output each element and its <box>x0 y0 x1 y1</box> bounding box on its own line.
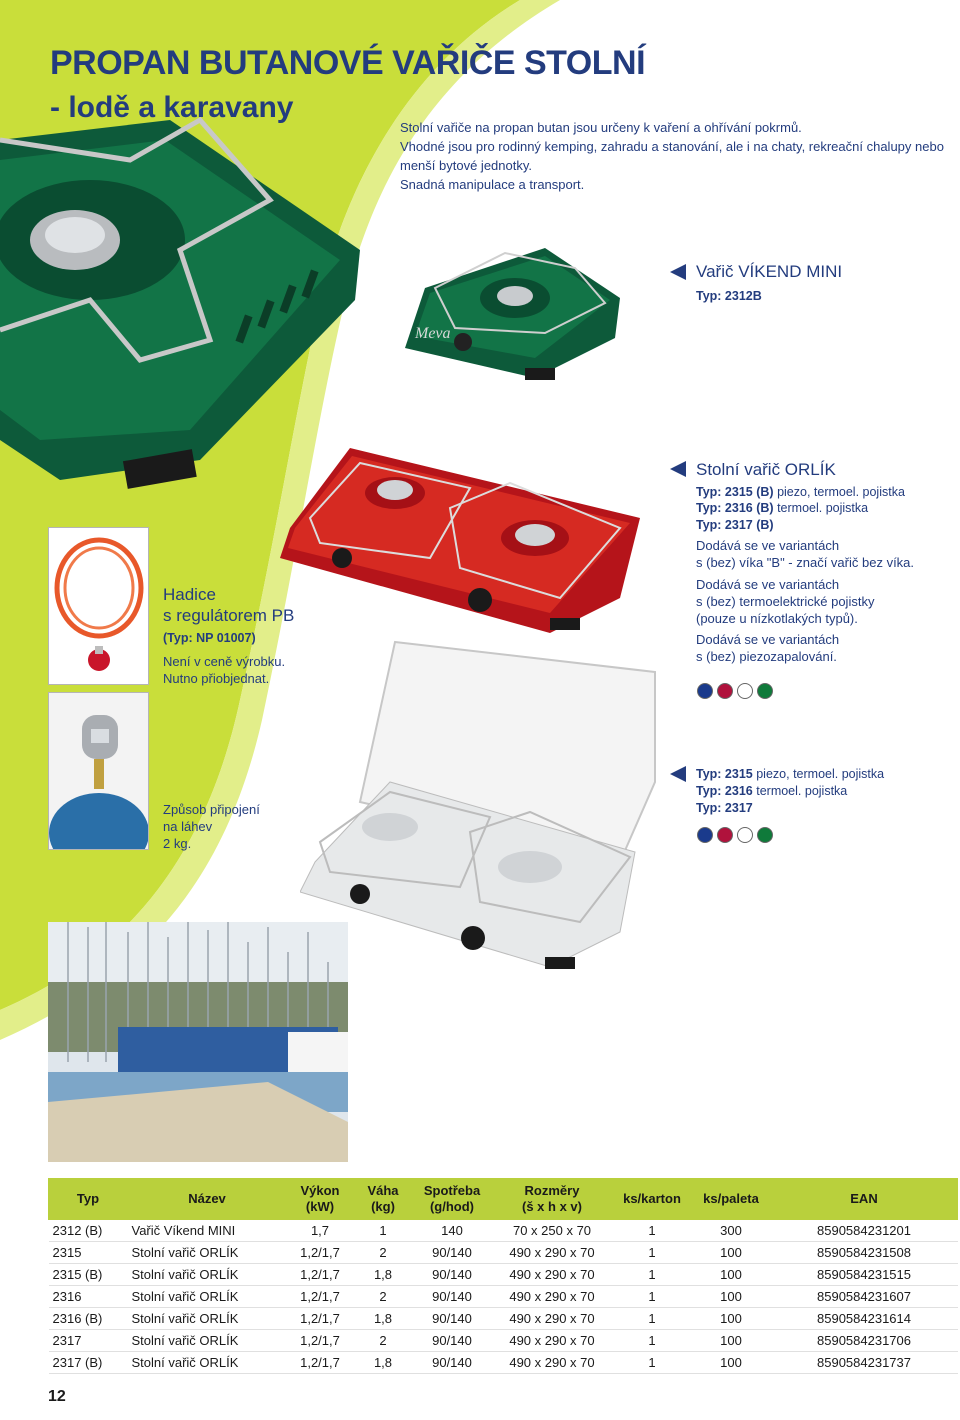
pointer-triangle <box>670 766 686 782</box>
cell-nazev: Stolní vařič ORLÍK <box>128 1330 287 1352</box>
cell-rozmery: 490 x 290 x 70 <box>492 1352 613 1374</box>
pointer-triangle <box>670 264 686 280</box>
mini-product-name: Vařič VÍKEND MINI <box>696 262 843 281</box>
cell-typ: 2312 (B) <box>49 1220 128 1242</box>
color-swatch-green <box>757 683 773 699</box>
intro-line: Snadná manipulace a transport. <box>400 177 585 192</box>
table-row <box>49 1264 958 1286</box>
cell-vaha: 2 <box>354 1286 413 1308</box>
spec-table <box>48 1178 958 1374</box>
cell-spotreba: 90/140 <box>413 1286 492 1308</box>
cell-kspaleta: 100 <box>692 1330 771 1352</box>
cell-kskarton: 1 <box>613 1220 692 1242</box>
color-swatch-green <box>757 827 773 843</box>
table-row <box>49 1330 958 1352</box>
white-typ-2317: Typ: 2317 <box>696 801 753 815</box>
cell-kskarton: 1 <box>613 1330 692 1352</box>
intro-text <box>400 118 955 194</box>
cell-vykon: 1,7 <box>287 1220 354 1242</box>
white-orlik-stove-photo <box>300 632 665 972</box>
cell-kskarton: 1 <box>613 1352 692 1374</box>
cell-ean: 8590584231515 <box>771 1264 958 1286</box>
cell-rozmery: 490 x 290 x 70 <box>492 1330 613 1352</box>
cell-vaha: 1,8 <box>354 1352 413 1374</box>
color-swatch-blue <box>697 683 713 699</box>
hose-note: Není v ceně výrobku. Nutno přiobjednat. <box>163 654 286 686</box>
cell-nazev: Stolní vařič ORLÍK <box>128 1352 287 1374</box>
pointer-triangle <box>670 461 686 477</box>
cell-vykon: 1,2/1,7 <box>287 1242 354 1264</box>
cell-vykon: 1,2/1,7 <box>287 1352 354 1374</box>
cell-rozmery: 490 x 290 x 70 <box>492 1242 613 1264</box>
cell-kspaleta: 300 <box>692 1220 771 1242</box>
cell-kskarton: 1 <box>613 1242 692 1264</box>
red-orlik-stove-photo <box>280 448 650 638</box>
cell-kskarton: 1 <box>613 1264 692 1286</box>
intro-line: Vhodné jsou pro rodinný kemping, zahradu a stanování, ale i na chaty, rekreační chalupy nebo menší bytové jednotky. <box>400 139 944 173</box>
cell-spotreba: 90/140 <box>413 1264 492 1286</box>
cell-typ: 2315 <box>49 1242 128 1264</box>
orlik-note-piezo: Dodává se ve variantách s (bez) piezozapalování. <box>696 632 840 664</box>
col-vykon: Výkon (kW) <box>287 1179 354 1220</box>
connect-text: Způsob připojení na láhev 2 kg. <box>163 802 260 851</box>
cell-rozmery: 490 x 290 x 70 <box>492 1286 613 1308</box>
orlik-typ-2317b: Typ: 2317 (B) <box>696 518 774 532</box>
cell-spotreba: 90/140 <box>413 1242 492 1264</box>
cell-vaha: 1,8 <box>354 1264 413 1286</box>
cell-nazev: Stolní vařič ORLÍK <box>128 1264 287 1286</box>
cell-ean: 8590584231614 <box>771 1308 958 1330</box>
cell-nazev: Stolní vařič ORLÍK <box>128 1308 287 1330</box>
cell-kspaleta: 100 <box>692 1264 771 1286</box>
cell-vykon: 1,2/1,7 <box>287 1308 354 1330</box>
col-nazev: Název <box>128 1179 287 1220</box>
orlik-product-name: Stolní vařič ORLÍK <box>696 460 836 479</box>
regulator-thumbnail <box>48 692 149 850</box>
col-ean: EAN <box>771 1179 958 1220</box>
page-subtitle: - lodě a karavany <box>50 91 294 124</box>
cell-vaha: 2 <box>354 1242 413 1264</box>
white-typ-2315: Typ: 2315 piezo, termoel. pojistka <box>696 767 885 781</box>
cell-kspaleta: 100 <box>692 1308 771 1330</box>
cell-ean: 8590584231706 <box>771 1330 958 1352</box>
color-swatch-white <box>737 827 753 843</box>
orlik-note-thermo: Dodává se ve variantách s (bez) termoelektrické pojistky (pouze u nízkotlakých typů). <box>696 577 875 626</box>
cell-kskarton: 1 <box>613 1308 692 1330</box>
cell-vykon: 1,2/1,7 <box>287 1264 354 1286</box>
hose-title: Hadice s regulátorem PB <box>163 585 295 625</box>
stove-brand-label: Meva <box>415 325 451 342</box>
orlik-color-swatches <box>697 683 777 704</box>
col-kspaleta: ks/paleta <box>692 1179 771 1220</box>
large-green-stove-photo <box>0 100 380 500</box>
intro-line: Stolní vařiče na propan butan jsou určeny k vaření a ohřívání pokrmů. <box>400 120 802 135</box>
orlik-note-lid: Dodává se ve variantách s (bez) víka "B" - značí vařič bez víka. <box>696 538 915 570</box>
cell-vaha: 1 <box>354 1220 413 1242</box>
cell-rozmery: 490 x 290 x 70 <box>492 1308 613 1330</box>
hose-typ: (Typ: NP 01007) <box>163 631 256 645</box>
mini-product-typ: Typ: 2312B <box>696 289 762 303</box>
color-swatch-white <box>737 683 753 699</box>
cell-typ: 2315 (B) <box>49 1264 128 1286</box>
col-kskarton: ks/karton <box>613 1179 692 1220</box>
color-swatch-red <box>717 683 733 699</box>
cell-ean: 8590584231607 <box>771 1286 958 1308</box>
cell-rozmery: 70 x 250 x 70 <box>492 1220 613 1242</box>
table-row <box>49 1242 958 1264</box>
cell-spotreba: 90/140 <box>413 1330 492 1352</box>
cell-typ: 2316 <box>49 1286 128 1308</box>
cell-nazev: Stolní vařič ORLÍK <box>128 1242 287 1264</box>
cell-nazev: Stolní vařič ORLÍK <box>128 1286 287 1308</box>
cell-typ: 2316 (B) <box>49 1308 128 1330</box>
cell-kskarton: 1 <box>613 1286 692 1308</box>
cell-ean: 8590584231508 <box>771 1242 958 1264</box>
cell-vykon: 1,2/1,7 <box>287 1330 354 1352</box>
cell-ean: 8590584231201 <box>771 1220 958 1242</box>
table-row <box>49 1286 958 1308</box>
cell-spotreba: 90/140 <box>413 1352 492 1374</box>
col-vaha: Váha (kg) <box>354 1179 413 1220</box>
cell-vaha: 2 <box>354 1330 413 1352</box>
white-typ-2316: Typ: 2316 termoel. pojistka <box>696 784 848 798</box>
cell-vykon: 1,2/1,7 <box>287 1286 354 1308</box>
table-row <box>49 1352 958 1374</box>
cell-typ: 2317 (B) <box>49 1352 128 1374</box>
color-swatch-blue <box>697 827 713 843</box>
cell-kspaleta: 100 <box>692 1242 771 1264</box>
color-swatch-red <box>717 827 733 843</box>
regulator-bottle-image <box>49 693 148 849</box>
col-typ: Typ <box>49 1179 128 1220</box>
page-number: 12 <box>48 1388 66 1405</box>
page-title: PROPAN BUTANOVÉ VAŘIČE STOLNÍ <box>50 44 646 82</box>
cell-spotreba: 90/140 <box>413 1308 492 1330</box>
marina-photo <box>48 922 348 1162</box>
cell-spotreba: 140 <box>413 1220 492 1242</box>
col-rozmery: Rozměry (š x h x v) <box>492 1179 613 1220</box>
col-spotreba: Spotřeba (g/hod) <box>413 1179 492 1220</box>
mini-stove-photo <box>395 238 625 383</box>
hose-thumbnail <box>48 527 149 685</box>
table-row <box>49 1308 958 1330</box>
white-color-swatches <box>697 827 777 848</box>
cell-ean: 8590584231737 <box>771 1352 958 1374</box>
table-row <box>49 1220 958 1242</box>
orlik-typ-2316b: Typ: 2316 (B) termoel. pojistka <box>696 501 869 515</box>
table-header-row <box>49 1179 958 1220</box>
cell-vaha: 1,8 <box>354 1308 413 1330</box>
cell-rozmery: 490 x 290 x 70 <box>492 1264 613 1286</box>
cell-kspaleta: 100 <box>692 1286 771 1308</box>
hose-regulator-image <box>49 528 148 684</box>
orlik-typ-2315b: Typ: 2315 (B) piezo, termoel. pojistka <box>696 485 905 499</box>
cell-nazev: Vařič Víkend MINI <box>128 1220 287 1242</box>
cell-typ: 2317 <box>49 1330 128 1352</box>
cell-kspaleta: 100 <box>692 1352 771 1374</box>
